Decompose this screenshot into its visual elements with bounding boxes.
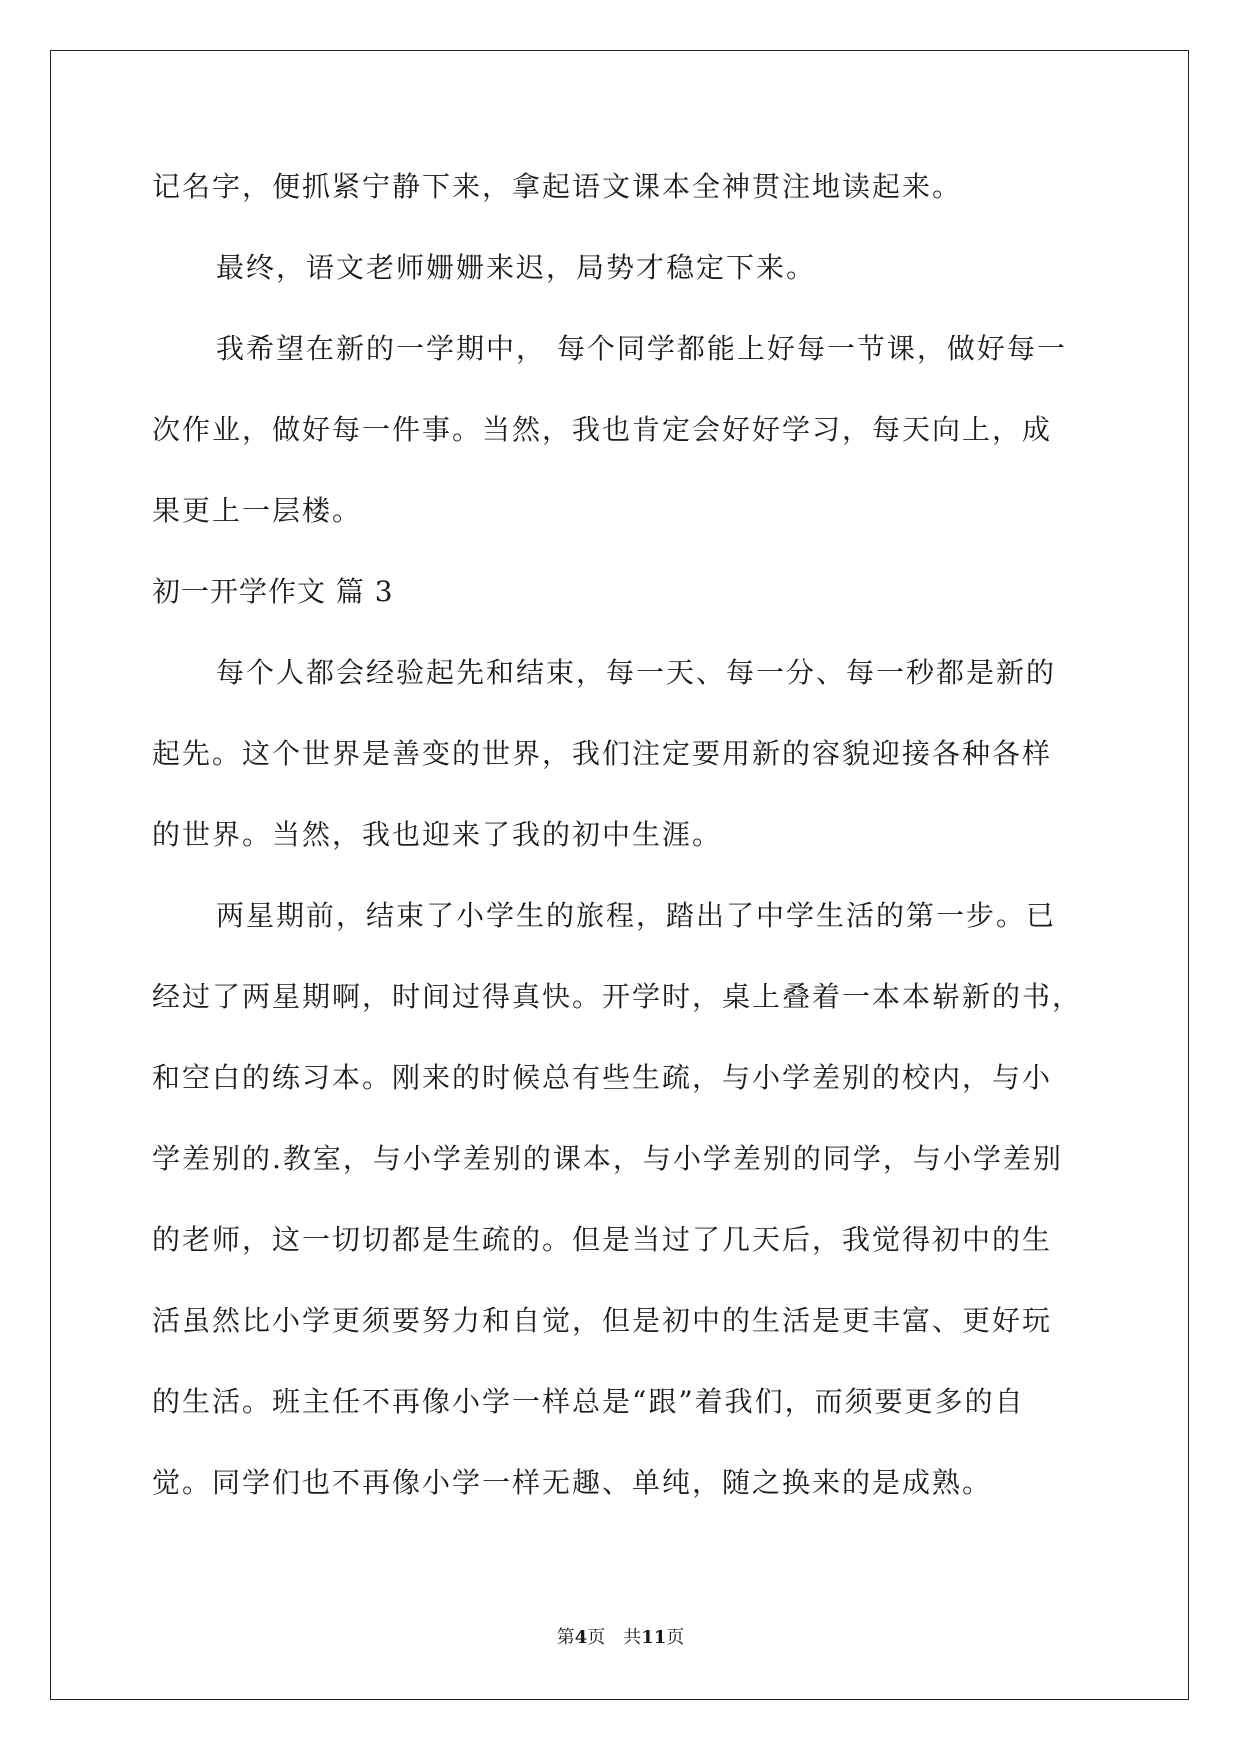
text-line: 次作业，做好每一件事。当然，我也肯定会好好学习，每天向上，成 xyxy=(152,413,1053,446)
text-line: 起先。这个世界是善变的世界，我们注定要用新的容貌迎接各种各样 xyxy=(152,737,1053,770)
page-prefix: 第 xyxy=(556,1627,575,1648)
page-suffix: 页 xyxy=(587,1627,606,1648)
text-line: 的世界。当然，我也迎来了我的初中生涯。 xyxy=(152,818,723,851)
current-page-number: 4 xyxy=(574,1627,588,1648)
total-prefix: 共 xyxy=(623,1627,642,1648)
text-line: 和空白的练习本。刚来的时候总有些生疏，与小学差别的校内，与小 xyxy=(152,1061,1053,1094)
text-line: 我希望在新的一学期中， 每个同学都能上好每一节课，做好每一 xyxy=(216,332,1067,365)
text-line: 果更上一层楼。 xyxy=(152,494,363,527)
total-pages-number: 11 xyxy=(641,1627,667,1648)
document-body xyxy=(152,146,1092,1523)
text-line: 经过了两星期啊，时间过得真快。开学时，桌上叠着一本本崭新的书， xyxy=(152,980,1083,1013)
text-line: 觉。同学们也不再像小学一样无趣、单纯，随之换来的是成熟。 xyxy=(152,1466,993,1499)
text-line: 学差别的.教室，与小学差别的课本，与小学差别的同学，与小学差别 xyxy=(152,1142,1063,1175)
total-suffix: 页 xyxy=(666,1627,685,1648)
text-line: 两星期前，结束了小学生的旅程，踏出了中学生活的第一步。已 xyxy=(216,899,1057,932)
text-line: 最终，语文老师姗姗来迟，局势才稳定下来。 xyxy=(216,251,817,284)
text-line: 每个人都会经验起先和结束，每一天、每一分、每一秒都是新的 xyxy=(216,656,1057,689)
text-line: 活虽然比小学更须要努力和自觉，但是初中的生活是更丰富、更好玩 xyxy=(152,1304,1053,1337)
section-heading: 初一开学作文 篇 3 xyxy=(152,575,394,608)
text-line: 记名字，便抓紧宁静下来，拿起语文课本全神贯注地读起来。 xyxy=(152,170,963,203)
page-footer xyxy=(0,1626,1241,1650)
text-line: 的生活。班主任不再像小学一样总是“跟”着我们，而须要更多的自 xyxy=(152,1385,1025,1418)
text-line: 的老师，这一切切都是生疏的。但是当过了几天后，我觉得初中的生 xyxy=(152,1223,1053,1256)
